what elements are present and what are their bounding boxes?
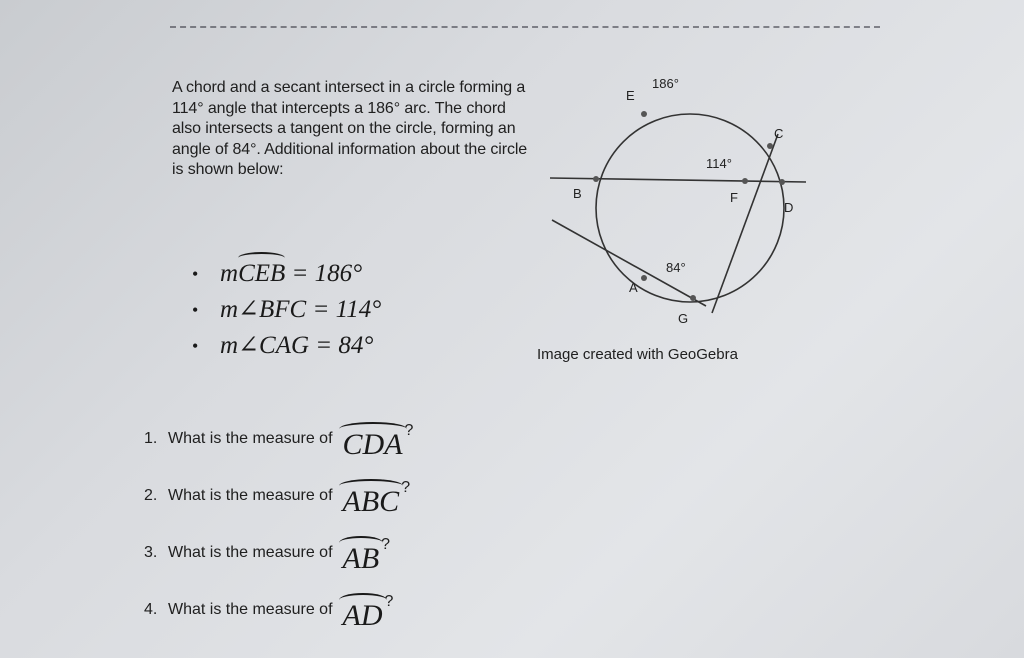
label-f: F <box>730 190 738 205</box>
label-g: G <box>678 311 689 326</box>
label-a: A <box>629 280 638 295</box>
questions-list <box>144 410 413 638</box>
point-d <box>779 179 785 185</box>
question-3: 3. What is the measure of AB ? <box>144 535 391 575</box>
label-d: D <box>784 200 794 215</box>
point-g <box>690 295 696 301</box>
point-a <box>641 275 647 281</box>
question-4: 4. What is the measure of AD ? <box>144 592 394 632</box>
question-2: 2. What is the measure of ABC ? <box>144 478 411 518</box>
cut-off-header-line <box>170 26 880 36</box>
point-e <box>641 111 647 117</box>
label-b: B <box>573 186 582 201</box>
problem-intro: A chord and a secant intersect in a circle forming a 114° angle that intercepts a 186° arc. The chord also intersects a tangent on the circle, forming an angle of 84°. Additional information about the circle is shown below: <box>172 79 528 178</box>
label-c: C <box>774 126 784 141</box>
given-angle-bfc: • m∠BFC = 114° <box>192 292 381 328</box>
arc-ad-label: AD <box>342 598 383 632</box>
circle-diagram <box>540 60 820 330</box>
arc-cda-label: CDA <box>342 427 403 461</box>
given-angle-cag: • m∠CAG = 84° <box>192 328 381 364</box>
label-angle-84: 84° <box>666 260 686 275</box>
secant-line-bd <box>550 178 806 182</box>
point-c <box>767 143 773 149</box>
arc-ceb-label: CEB <box>238 256 285 292</box>
label-angle-114: 114° <box>706 156 732 171</box>
label-e: E <box>626 88 635 103</box>
point-b <box>593 176 599 182</box>
geogebra-credit: Image created with GeoGebra <box>537 346 738 363</box>
arc-ab-label: AB <box>342 541 380 575</box>
arc-abc-label: ABC <box>342 484 400 518</box>
main-circle <box>596 114 784 302</box>
point-f <box>742 178 748 184</box>
given-arc-ceb: • mCEB = 186° <box>192 256 381 292</box>
given-measures-list <box>192 256 381 364</box>
label-arc-186: 186° <box>652 76 679 91</box>
question-1: 1. What is the measure of CDA ? <box>144 421 414 461</box>
